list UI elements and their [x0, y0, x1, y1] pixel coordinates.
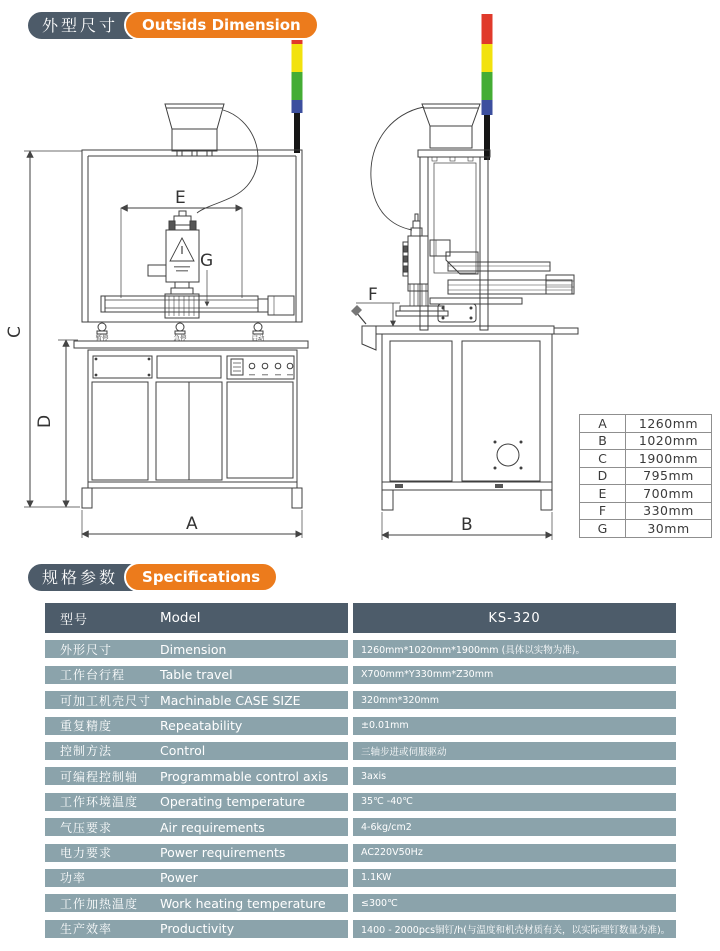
dimension-table [579, 414, 712, 538]
vent-hole [497, 444, 519, 466]
emergency-stop-label: 急停 [173, 334, 187, 342]
x-axis-rail [101, 294, 294, 318]
hopper-front [165, 104, 224, 156]
dim-label-B: B [461, 515, 473, 535]
feed-tube-front [197, 110, 258, 213]
spec-row: 外形尺寸 Dimension 1260mm*1020mm*1900mm (具体以实物为准)。 [45, 640, 676, 658]
spec-row: 电力要求 Power requirements AC220V50Hz [45, 844, 676, 862]
spec-row: 重复精度 Repeatability ±0.01mm [45, 717, 676, 735]
badge-specifications-en: Specifications [124, 562, 278, 592]
spec-row: 可加工机壳尺寸 Machinable CASE SIZE 320mm*320mm [45, 691, 676, 709]
dim-label-G: G [200, 251, 214, 271]
spec-row: 工作环境温度 Operating temperature 35℃ -40℃ [45, 793, 676, 811]
spec-row: 工作台行程 Table travel X700mm*Y330mm*Z30mm [45, 666, 676, 684]
spec-header-value: KS-320 [353, 603, 676, 633]
cabinet-side [382, 334, 552, 490]
side-view-drawing [351, 14, 578, 540]
dimension-row: G 30mm [580, 520, 712, 538]
control-panel [227, 356, 294, 379]
machine-head-front [148, 211, 199, 294]
spec-row: 功率 Power 1.1KW [45, 869, 676, 887]
dimension-row: C 1900mm [580, 450, 712, 468]
y-axis-rail [430, 262, 574, 322]
section-header-specifications [28, 562, 278, 592]
dimension-row: D 795mm [580, 467, 712, 485]
spec-table [45, 603, 676, 938]
badge-outside-dimension-en: Outsids Dimension [124, 10, 319, 40]
dimension-row: A 1260mm [580, 415, 712, 433]
dimension-row: F 330mm [580, 502, 712, 520]
dim-label-E: E [175, 188, 186, 208]
dim-label-A: A [186, 514, 198, 534]
dim-label-D: D [35, 414, 55, 428]
spec-row: 生产效率 Productivity 1400 - 2000pcs铜钉/h(与温度和机壳材质有关，以实际埋钉数量为准)。 [45, 920, 676, 938]
pause-button-label: 暂停 [95, 334, 109, 342]
dimension-row: B 1020mm [580, 432, 712, 450]
spec-row: 控制方法 Control 三轴步进或伺服驱动 [45, 742, 676, 760]
dim-label-F: F [368, 285, 378, 305]
start-button-label: 启动 [251, 334, 265, 342]
spec-header-en: Model [160, 610, 201, 626]
spec-header-row [45, 603, 676, 633]
feed-tube-side [371, 107, 424, 230]
signal-tower-icon-side [482, 14, 493, 160]
dimension-row: E 700mm [580, 485, 712, 503]
cabinet-front [88, 350, 297, 488]
hopper-side [422, 104, 480, 148]
badge-outside-dimension-zh: 外型尺寸 [28, 12, 148, 39]
spec-header-zh: 型号 [60, 612, 89, 628]
spec-row: 气压要求 Air requirements 4-6kg/cm2 [45, 818, 676, 836]
dim-label-C: C [5, 326, 25, 338]
front-view-drawing [5, 15, 308, 538]
badge-specifications-zh: 规格参数 [28, 564, 148, 591]
spec-row: 可编程控制轴 Programmable control axis 3axis [45, 767, 676, 785]
spec-row: 工作加热温度 Work heating temperature ≤300℃ [45, 894, 676, 912]
control-buttons [96, 323, 266, 342]
